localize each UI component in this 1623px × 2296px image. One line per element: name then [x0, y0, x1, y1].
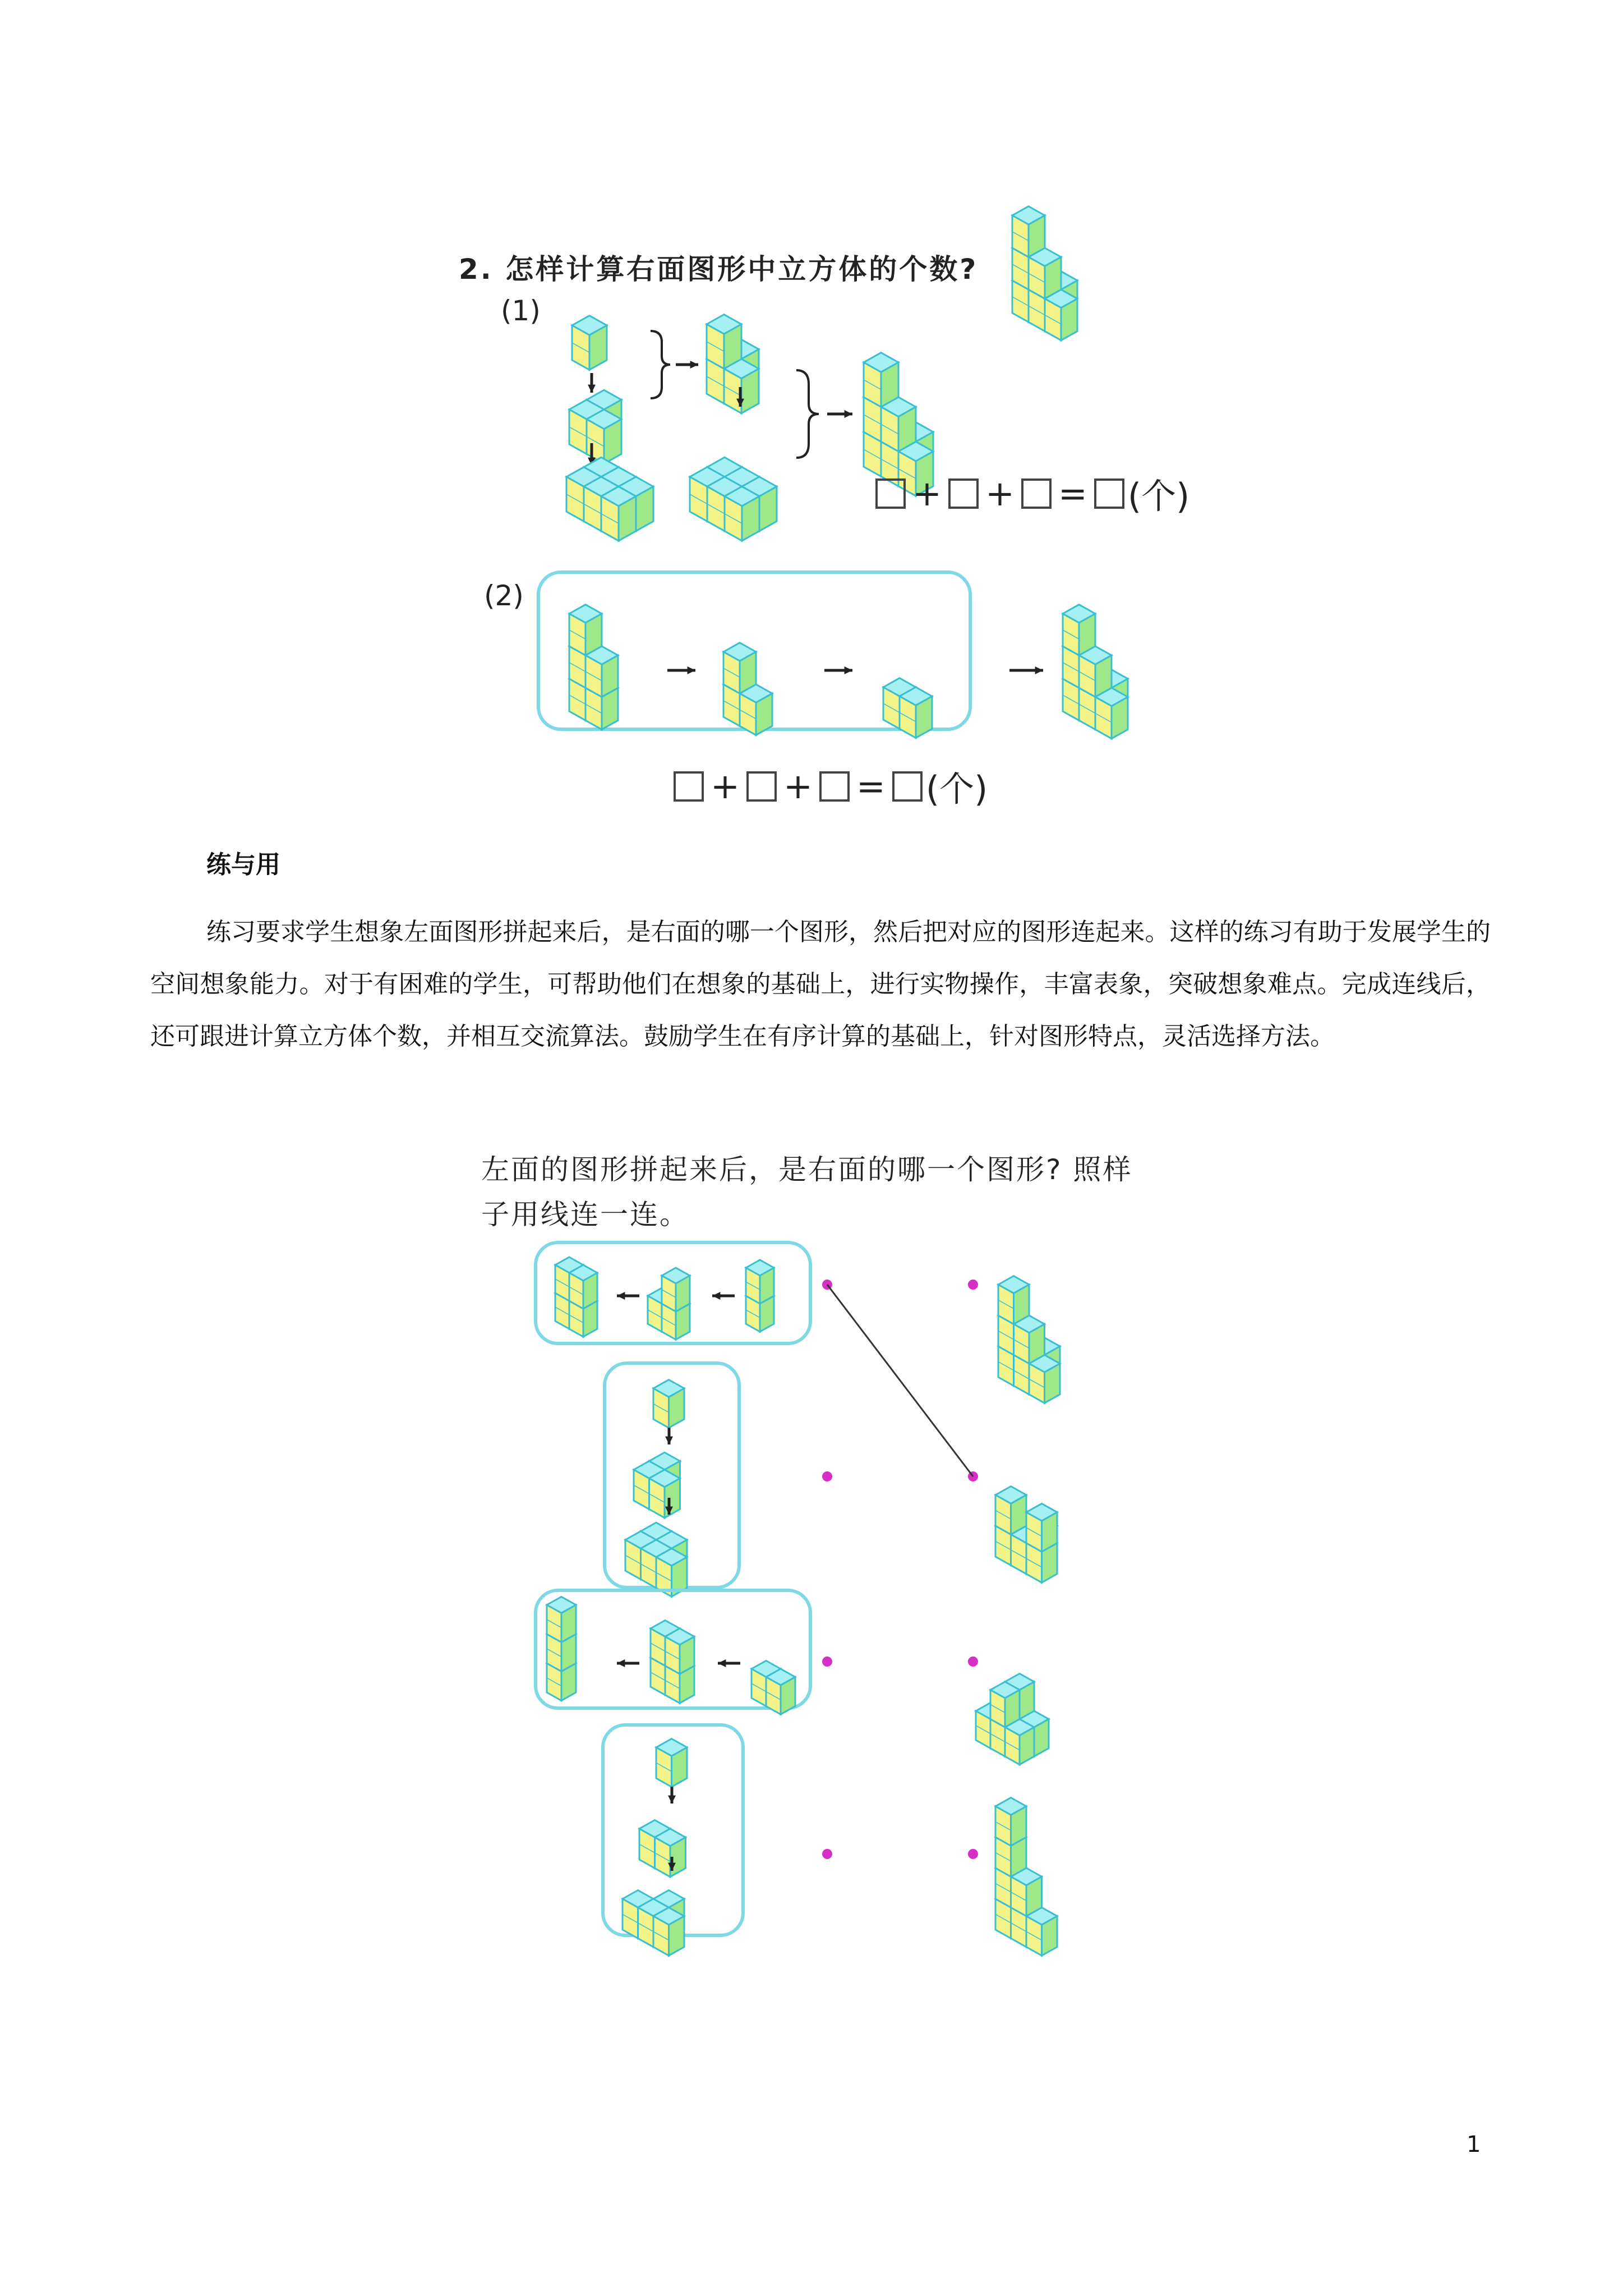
arrow-left-icon: [718, 1659, 726, 1667]
cube-icon: [656, 1739, 687, 1787]
cube-icon: [665, 1658, 694, 1703]
cube-icon: [707, 315, 741, 369]
part-1-label: (1): [501, 295, 541, 327]
cube-icon: [1012, 206, 1045, 257]
answer-box[interactable]: [746, 771, 777, 802]
cube-icon: [625, 1531, 656, 1580]
cube-icon: [723, 643, 756, 693]
dot-icon: [822, 1471, 832, 1481]
dot-icon: [968, 1280, 978, 1290]
cube-icon: [639, 1820, 670, 1869]
body-paragraph: 练习要求学生想象左面图形拼起来后，是右面的哪一个图形，然后把对应的图形连起来。这样的练习有助于发展学生的空间想象能力。对于有困难的学生，可帮助他们在想象的基础上，进行实物操作，丰富表象，突破想象难点。完成连线后，还可跟进计算立方体个数，并相互交流算法。鼓励学生在有序计算的基础上，针对图形特点，灵活选择方法。: [150, 918, 1491, 1051]
cube-icon: [1029, 248, 1061, 298]
cube-icon: [656, 1548, 687, 1596]
arrow-right-icon: [690, 361, 698, 369]
dot-icon: [822, 1657, 832, 1667]
cube-icon: [572, 316, 607, 370]
cube-icon: [623, 1890, 653, 1939]
cube-icon: [990, 1695, 1020, 1740]
section-heading: 练与用: [206, 850, 280, 879]
cube-icon: [555, 1285, 583, 1329]
cube-icon: [995, 1890, 1026, 1939]
cube-icon: [1026, 1503, 1057, 1552]
cube-icon: [1005, 1719, 1034, 1765]
cube-icon: [665, 1628, 694, 1674]
arrow-down-icon: [668, 1796, 676, 1803]
cube-icon: [990, 1711, 1020, 1756]
arrow-left-icon: [712, 1292, 720, 1300]
dot-icon: [968, 1849, 978, 1859]
equals-sign: =: [1058, 473, 1087, 514]
brace-icon: [651, 331, 670, 398]
equation-part-1: [872, 468, 1189, 518]
arrow-right-icon: [845, 410, 852, 418]
cube-icon: [547, 1596, 576, 1642]
cube-icon: [995, 1517, 1026, 1566]
cube-icon: [656, 1531, 687, 1580]
cube-icon: [725, 486, 759, 541]
equals-sign: =: [856, 766, 886, 807]
cube-icon: [585, 646, 618, 697]
cube-icon: [1026, 1907, 1057, 1955]
cube-icon: [1011, 1899, 1042, 1947]
cube-icon: [1014, 1346, 1045, 1395]
answer-box[interactable]: [948, 478, 979, 509]
arrow-down-icon: [668, 1863, 676, 1871]
cube-icon: [1029, 1338, 1060, 1386]
equation-part-2: [670, 761, 988, 811]
cube-icon: [998, 1307, 1029, 1355]
cube-icon: [569, 1293, 597, 1337]
option-frame: [536, 1590, 810, 1708]
cube-icon: [881, 397, 916, 452]
cube-icon: [641, 1522, 672, 1571]
cube-icon: [900, 687, 932, 738]
cube-icon: [1026, 1517, 1057, 1566]
cube-icon: [1020, 1711, 1049, 1756]
cube-icon: [990, 1682, 1020, 1727]
cube-icon: [648, 1288, 676, 1332]
cube-icon: [655, 1829, 686, 1877]
answer-box[interactable]: [819, 771, 850, 802]
cube-icon: [555, 1257, 583, 1301]
cube-icon: [995, 1860, 1026, 1908]
dot-icon: [968, 1657, 978, 1667]
cube-icon: [638, 1899, 669, 1947]
cube-icon: [740, 684, 772, 735]
cube-icon: [1014, 1329, 1045, 1377]
cube-icon: [653, 1380, 684, 1428]
cube-icon: [1011, 1868, 1042, 1916]
option-frame: [605, 1363, 739, 1588]
cube-icon: [1045, 289, 1077, 340]
exercise-2-figure: [0, 0, 1623, 841]
part-2-label: (2): [484, 579, 524, 612]
cube-icon: [998, 1276, 1029, 1324]
cube-icon: [662, 1268, 690, 1312]
page-number: 1: [1467, 2132, 1481, 2157]
arrow-left-icon: [617, 1292, 625, 1300]
cube-icon: [601, 486, 636, 541]
cube-icon: [641, 1540, 672, 1588]
cube-icon: [864, 353, 898, 407]
cube-icon: [662, 1296, 690, 1340]
cube-icon: [995, 1829, 1026, 1877]
brace-icon: [796, 370, 819, 458]
cube-icon: [1063, 605, 1095, 655]
cube-icon: [653, 1890, 684, 1939]
plus-sign: +: [985, 473, 1015, 514]
plus-sign: +: [711, 766, 740, 807]
dot-icon: [822, 1280, 832, 1290]
option-frame: [536, 1243, 810, 1343]
cube-icon: [1005, 1673, 1034, 1719]
unit-label: (个): [1127, 476, 1190, 517]
cube-icon: [569, 605, 602, 655]
answer-box[interactable]: [1021, 478, 1052, 509]
answer-box[interactable]: [674, 771, 704, 802]
cube-icon: [1026, 1534, 1057, 1582]
cube-icon: [569, 1265, 597, 1309]
plus-sign: +: [783, 766, 813, 807]
option-frame: [603, 1725, 743, 1935]
cube-icon: [998, 1338, 1029, 1386]
cube-icon: [649, 1452, 680, 1501]
answer-box[interactable]: [1094, 478, 1124, 509]
arrow-left-icon: [617, 1659, 625, 1667]
cube-icon: [547, 1655, 576, 1700]
cube-icon: [653, 1907, 684, 1955]
arrow-down-icon: [588, 385, 596, 393]
plus-sign: +: [912, 473, 942, 514]
dot-icon: [968, 1471, 978, 1481]
arrow-down-icon: [665, 1437, 673, 1444]
cube-icon: [651, 1620, 680, 1665]
cube-icon: [746, 1288, 774, 1332]
cube-icon: [995, 1798, 1026, 1846]
cube-icon: [746, 1260, 774, 1304]
cube-icon: [1029, 1355, 1060, 1403]
arrow-right-icon: [845, 666, 852, 674]
arrow-right-icon: [688, 666, 695, 674]
cube-icon: [976, 1703, 1005, 1748]
cube-icon: [1014, 1315, 1045, 1364]
exercise-2-title: 2. 怎样计算右面图形中立方体的个数?: [459, 253, 979, 286]
cube-icon: [547, 1626, 576, 1671]
cube-icon: [649, 1470, 680, 1518]
cube-icon: [1005, 1703, 1034, 1748]
cube-icon: [1011, 1526, 1042, 1574]
arrow-right-icon: [1035, 666, 1043, 674]
matching-question-line-2: 子用线连一连。: [481, 1198, 689, 1231]
arrow-down-icon: [665, 1507, 673, 1515]
unit-label: (个): [925, 769, 988, 809]
dot-icon: [822, 1849, 832, 1859]
cube-icon: [995, 1487, 1026, 1535]
connecting-line: [827, 1285, 973, 1476]
answer-box[interactable]: [892, 771, 923, 802]
cube-icon: [1079, 646, 1112, 697]
cube-icon: [634, 1461, 665, 1510]
answer-box[interactable]: [875, 478, 906, 509]
matching-question-line-1: 左面的图形拼起来后，是右面的哪一个图形? 照样: [481, 1153, 1133, 1186]
cube-icon: [751, 1660, 781, 1706]
cube-icon: [651, 1649, 680, 1695]
cube-icon: [766, 1669, 795, 1714]
cube-icon: [1095, 688, 1128, 738]
